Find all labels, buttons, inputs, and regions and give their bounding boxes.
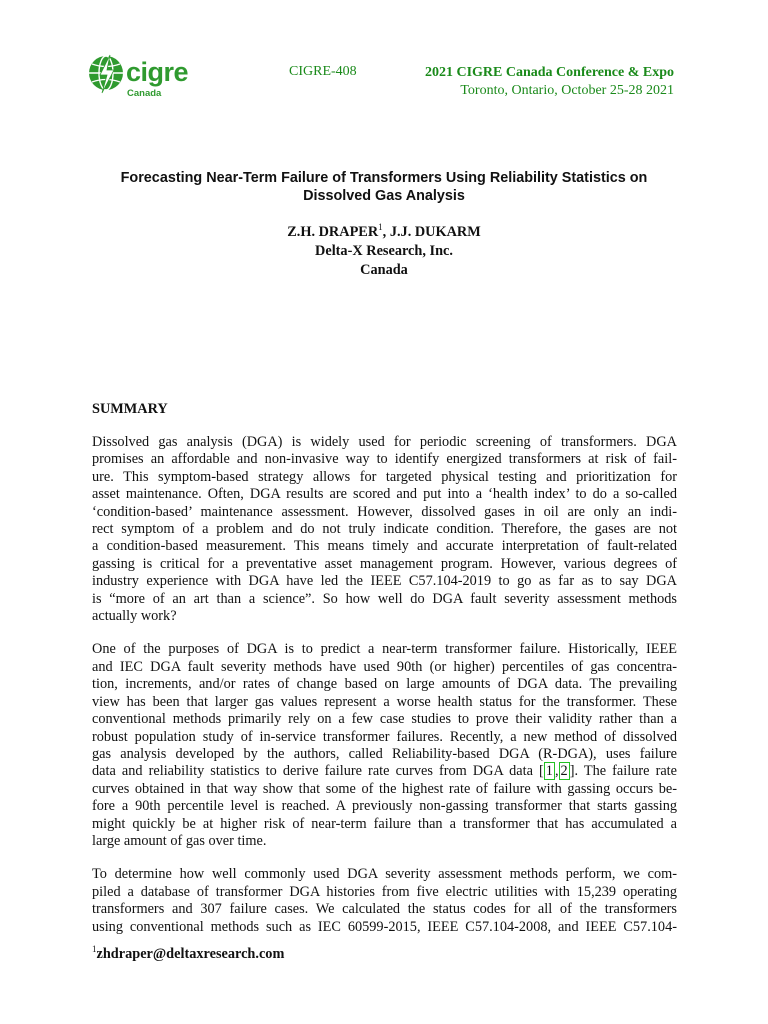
text-line: transformers and 307 failure cases. We calculated the status codes for all of the transformers <box>92 901 677 918</box>
conference-location: Toronto, Ontario, October 25-28 2021 <box>460 83 674 98</box>
summary-heading: SUMMARY <box>92 401 168 417</box>
ref-comma: , <box>554 763 559 780</box>
text-line: using conventional methods such as IEC 60599-2015, IEEE C57.104-2008, and IEEE C57.104- <box>92 918 677 935</box>
paragraph-3 <box>92 866 677 936</box>
citation-link-1[interactable]: 1 <box>545 763 553 780</box>
text-line: gassing is critical for a preventative asset management program. However, various degrees of <box>92 555 677 572</box>
author-names <box>80 218 688 242</box>
text-line: is “more of an art than a science”. So how well do DGA fault severity assessment methods <box>92 590 677 607</box>
paragraph-1 <box>92 434 677 625</box>
globe-icon <box>86 53 126 97</box>
text-line: large amount of gas over time. <box>92 832 267 849</box>
text-line: might quickly be at higher risk of near-term failure than a transformer that has accumulated a <box>92 815 677 832</box>
ref-text-post: . The failure rate <box>574 763 677 780</box>
text-line: curves obtained in that way show that some of the highest rate of failure with gassing occurs be- <box>92 780 677 797</box>
text-line: gas analysis developed by the authors, called Reliability-based DGA (R-DGA), uses failure <box>92 745 677 762</box>
ref-close: ] <box>569 763 575 780</box>
text-line: One of the purposes of DGA is to predict a near-term transformer failure. Historically, IEEE <box>92 641 677 658</box>
footnote-mark: 1 <box>92 944 97 954</box>
text-line: piled a database of transformer DGA histories from five electric utilities with 15,239 operating <box>92 883 677 900</box>
conference-name: 2021 CIGRE Canada Conference & Expo <box>424 65 674 80</box>
text-line: asset maintenance. Often, DGA results are scored and put into a ‘health index’ to do a so-called <box>92 486 677 503</box>
footnote-email[interactable]: zhdraper@deltaxresearch.com <box>96 945 285 962</box>
text-line: ure. This symptom-based strategy allows for targeted physical testing and prioritization for <box>92 468 677 485</box>
text-line: conventional methods primarily rely on a few case studies to prove their validity rather than a <box>92 711 677 728</box>
logo-subtitle: Canada <box>127 88 162 99</box>
text-line: actually work? <box>92 608 177 625</box>
document-id: CIGRE-408 <box>289 64 357 79</box>
paragraph-2 <box>92 641 677 850</box>
text-line: ‘condition-based’ maintenance assessment. However, dissolved gases in oil are only an indi- <box>92 503 677 520</box>
paper-title <box>80 169 688 205</box>
logo-wordmark: cigre <box>126 57 189 87</box>
text-line: rect symptom of a problem and do not truly indicate condition. Therefore, the gases are not <box>92 521 677 538</box>
summary-body <box>92 434 677 952</box>
title-line-1: Forecasting Near-Term Failure of Transformers Using Reliability Statistics on <box>120 170 648 186</box>
text-line: and IEC DGA fault severity methods have used 90th (or higher) percentiles of gas concentra- <box>92 658 677 675</box>
author-block <box>80 218 688 280</box>
text-line: industry experience with DGA have led the IEEE C57.104-2019 to go as far as to say DGA <box>92 573 677 590</box>
country: Canada <box>360 261 408 278</box>
ref-open: [ <box>539 763 544 780</box>
affiliation: Delta-X Research, Inc. <box>315 242 453 259</box>
text-line: promises an affordable and non-invasive way to identify energized transformers at risk of fail- <box>92 451 677 468</box>
text-line: view has been that larger gas values represent a worse health status for the transformer. These <box>92 693 677 710</box>
text-line: fore a 90th percentile level is reached. A previously non-gassing transformer that starts gassing <box>92 798 677 815</box>
text-line: a condition-based measurement. This means timely and accurate interpretation of fault-related <box>92 538 677 555</box>
citation-link-2[interactable]: 2 <box>560 763 568 780</box>
footnote-marker: 1 <box>378 222 383 232</box>
text-line: robust population study of in-service transformer failures. Recently, a new method of dissolved <box>92 728 677 745</box>
author-2: , J.J. DUKARM <box>382 223 481 240</box>
text-line <box>92 763 677 780</box>
text-line: tion, increments, and/or rates of change based on large amounts of DGA data. The prevailing <box>92 676 677 693</box>
cigre-canada-logo <box>86 53 196 103</box>
conference-info <box>425 64 674 100</box>
ref-text-pre: data and reliability statistics to derive failure rate curves from DGA data <box>92 763 540 780</box>
author-1: Z.H. DRAPER <box>287 223 379 240</box>
footnote <box>92 944 284 963</box>
text-line: To determine how well commonly used DGA severity assessment methods perform, we com- <box>92 866 677 883</box>
text-line: Dissolved gas analysis (DGA) is widely used for periodic screening of transformers. DGA <box>92 434 677 450</box>
title-line-2: Dissolved Gas Analysis <box>303 188 465 204</box>
